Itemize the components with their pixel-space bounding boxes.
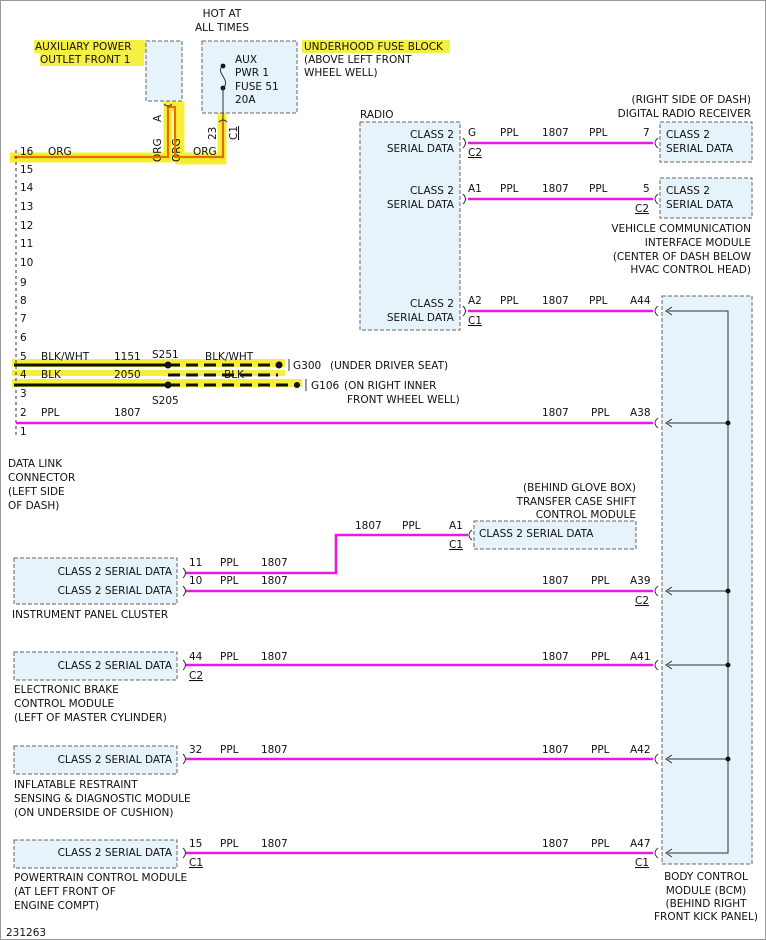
ipc-far-color: PPL bbox=[591, 575, 610, 587]
radio-row1-pin: G bbox=[468, 127, 477, 139]
transfer-case-color: PPL bbox=[402, 520, 421, 532]
ebcm-circuit: 1807 bbox=[261, 651, 288, 663]
dlc-pin2-color: PPL bbox=[41, 407, 60, 419]
ebcm-far-circuit: 1807 bbox=[542, 651, 569, 663]
radio-row3-pin: A2 bbox=[468, 295, 482, 307]
ipc-pin11: 11 bbox=[189, 557, 203, 569]
radio-row2-circuit: 1807 bbox=[542, 183, 569, 195]
dlc-pin5-color2: BLK/WHT bbox=[205, 351, 254, 363]
sdm-color: PPL bbox=[220, 744, 239, 756]
aux-wire-org-2: ORG bbox=[171, 138, 183, 162]
fuse-line-aux: AUX bbox=[235, 54, 258, 66]
ground-g300: G300 bbox=[293, 360, 322, 372]
dlc-pin-3: 3 bbox=[20, 388, 27, 400]
ipc-circuit11: 1807 bbox=[261, 557, 288, 569]
radio-row2-color: PPL bbox=[500, 183, 519, 195]
all-times-label: ALL TIMES bbox=[194, 22, 250, 34]
digital-radio-name: DIGITAL RADIO RECEIVER bbox=[617, 108, 751, 120]
splice-s251: S251 bbox=[152, 349, 179, 361]
vci-label-3: (CENTER OF DASH BELOW bbox=[612, 251, 751, 263]
radio-serial-2b: SERIAL DATA bbox=[386, 199, 454, 211]
ebcm-label-3: (LEFT OF MASTER CYLINDER) bbox=[14, 712, 167, 724]
ground-g106-loc-2: FRONT WHEEL WELL) bbox=[347, 394, 460, 406]
pcm-label-1: POWERTRAIN CONTROL MODULE bbox=[14, 872, 188, 884]
vci-serial-2: SERIAL DATA bbox=[666, 199, 734, 211]
radio-row2-far-conn: C2 bbox=[635, 203, 650, 215]
ebcm-pin: 44 bbox=[189, 651, 203, 663]
ground-g300-dot bbox=[276, 362, 283, 369]
ebcm-far-pin: A41 bbox=[630, 651, 651, 663]
sdm-label-1: INFLATABLE RESTRAINT bbox=[14, 779, 138, 791]
sdm-label-3: (ON UNDERSIDE OF CUSHION) bbox=[14, 807, 174, 819]
sdm-label-2: SENSING & DIAGNOSTIC MODULE bbox=[14, 793, 191, 805]
sdm-far-color: PPL bbox=[591, 744, 610, 756]
dlc-pin-15: 15 bbox=[20, 164, 34, 176]
dlc-pin-9: 9 bbox=[20, 277, 27, 289]
vci-label-1: VEHICLE COMMUNICATION bbox=[611, 223, 751, 235]
radio-row3-circuit: 1807 bbox=[542, 295, 569, 307]
pcm-far-conn: C1 bbox=[635, 857, 650, 869]
aux-outlet-title-2: OUTLET FRONT 1 bbox=[40, 54, 131, 66]
transfer-case-label-1: (BEHIND GLOVE BOX) bbox=[523, 482, 636, 494]
splice-s205: S205 bbox=[152, 395, 179, 407]
dlc-label-1: DATA LINK bbox=[8, 458, 63, 470]
ipc-color10: PPL bbox=[220, 575, 239, 587]
dlc-pin-11: 11 bbox=[20, 238, 34, 250]
ebcm-serial: CLASS 2 SERIAL DATA bbox=[57, 660, 172, 672]
dlc-pin-4: 4 bbox=[20, 369, 27, 381]
dlc-wire16-color: ORG bbox=[48, 146, 72, 158]
dlc-pin4-color2: BLK bbox=[224, 369, 244, 381]
sdm-serial: CLASS 2 SERIAL DATA bbox=[57, 754, 172, 766]
pcm-color: PPL bbox=[220, 838, 239, 850]
splice-s205-dot bbox=[165, 382, 172, 389]
radio-row1-far-pin: 7 bbox=[643, 127, 650, 139]
transfer-case-pin: A1 bbox=[449, 520, 463, 532]
pcm-serial: CLASS 2 SERIAL DATA bbox=[57, 847, 172, 859]
dlc-pin-16: 16 bbox=[20, 146, 34, 158]
dlc-pin-14: 14 bbox=[20, 182, 34, 194]
digital-radio-loc: (RIGHT SIDE OF DASH) bbox=[631, 94, 751, 106]
ipc-far-circuit: 1807 bbox=[542, 575, 569, 587]
dlc-far-color: PPL bbox=[591, 407, 610, 419]
org-wire bbox=[14, 107, 223, 157]
digital-radio-box bbox=[660, 122, 752, 162]
transfer-case-circuit: 1807 bbox=[355, 520, 382, 532]
digital-radio-serial-2: SERIAL DATA bbox=[666, 143, 734, 155]
pcm-label-3: ENGINE COMPT) bbox=[14, 900, 100, 912]
ipc-circuit10: 1807 bbox=[261, 575, 288, 587]
sdm-far-circuit: 1807 bbox=[542, 744, 569, 756]
dlc-pin-7: 7 bbox=[20, 313, 27, 325]
radio-row3-far-pin: A44 bbox=[630, 295, 651, 307]
radio-row3-color: PPL bbox=[500, 295, 519, 307]
vci-serial-1: CLASS 2 bbox=[666, 185, 710, 197]
dlc-pin-1: 1 bbox=[20, 426, 27, 438]
radio-row2-far-pin: 5 bbox=[643, 183, 650, 195]
ground-g106-loc-1: (ON RIGHT INNER bbox=[344, 380, 437, 392]
aux-outlet-box bbox=[146, 41, 182, 101]
figure-number: 231263 bbox=[6, 927, 47, 939]
pcm-far-circuit: 1807 bbox=[542, 838, 569, 850]
radio-serial-1b: SERIAL DATA bbox=[386, 143, 454, 155]
dlc-label-4: OF DASH) bbox=[8, 500, 60, 512]
ground-g106-dot bbox=[294, 382, 300, 388]
radio-row1-conn: C2 bbox=[468, 147, 483, 159]
ground-g106: G106 bbox=[311, 380, 340, 392]
bcm-label-2: MODULE (BCM) bbox=[665, 885, 747, 897]
sdm-circuit: 1807 bbox=[261, 744, 288, 756]
radio-serial-3a: CLASS 2 bbox=[410, 298, 454, 310]
ebcm-conn: C2 bbox=[189, 670, 204, 682]
bcm-label-3: (BEHIND RIGHT bbox=[665, 898, 747, 910]
vci-label-4: HVAC CONTROL HEAD) bbox=[630, 264, 751, 276]
radio-serial-1a: CLASS 2 bbox=[410, 129, 454, 141]
fuse-line-rating: 20A bbox=[235, 94, 256, 106]
vci-box bbox=[660, 178, 752, 218]
ipc-box bbox=[14, 558, 177, 604]
radio-serial-3b: SERIAL DATA bbox=[386, 312, 454, 324]
dlc-pin-2: 2 bbox=[20, 407, 27, 419]
sdm-far-pin: A42 bbox=[630, 744, 651, 756]
dlc-pin5-color: BLK/WHT bbox=[41, 351, 90, 363]
ebcm-color: PPL bbox=[220, 651, 239, 663]
org-label: ORG bbox=[193, 146, 217, 158]
fuse-conn-c1: C1 bbox=[228, 125, 240, 140]
aux-wire-org-1: ORG bbox=[152, 138, 164, 162]
dlc-pin2-circuit: 1807 bbox=[114, 407, 141, 419]
fuse-pin-23: 23 bbox=[207, 126, 219, 140]
pcm-label-2: (AT LEFT FRONT OF bbox=[14, 886, 116, 898]
ipc-color11: PPL bbox=[220, 557, 239, 569]
bcm-box bbox=[662, 296, 752, 864]
dlc-far-pin: A38 bbox=[630, 407, 651, 419]
dlc-pin-6: 6 bbox=[20, 332, 27, 344]
dlc-pin-10: 10 bbox=[20, 257, 34, 269]
fuse-line-pwr: PWR 1 bbox=[235, 67, 270, 79]
radio-row1-color2: PPL bbox=[589, 127, 608, 139]
pcm-far-pin: A47 bbox=[630, 838, 651, 850]
splice-s251-dot bbox=[165, 362, 172, 369]
radio-row2-pin: A1 bbox=[468, 183, 482, 195]
ground-g300-loc: (UNDER DRIVER SEAT) bbox=[330, 360, 449, 372]
dlc-pin-5: 5 bbox=[20, 351, 27, 363]
sdm-pin: 32 bbox=[189, 744, 203, 756]
radio-row3-color2: PPL bbox=[589, 295, 608, 307]
ipc-serial-1: CLASS 2 SERIAL DATA bbox=[57, 566, 172, 578]
radio-row2-color2: PPL bbox=[589, 183, 608, 195]
bcm-label-4: FRONT KICK PANEL) bbox=[653, 911, 759, 923]
transfer-case-label-2: TRANSFER CASE SHIFT bbox=[516, 496, 636, 508]
radio-row1-color: PPL bbox=[500, 127, 519, 139]
ipc-far-pin: A39 bbox=[630, 575, 651, 587]
transfer-case-label-3: CONTROL MODULE bbox=[535, 509, 636, 521]
dlc-pin5-circuit: 1151 bbox=[114, 351, 141, 363]
fuse-block-title: UNDERHOOD FUSE BLOCK bbox=[304, 41, 443, 53]
ipc-serial-2: CLASS 2 SERIAL DATA bbox=[57, 585, 172, 597]
ipc-label: INSTRUMENT PANEL CLUSTER bbox=[12, 609, 169, 621]
ipc-pin10: 10 bbox=[189, 575, 203, 587]
ipc-far-conn: C2 bbox=[635, 595, 650, 607]
pcm-conn: C1 bbox=[189, 857, 204, 869]
aux-outlet-title-1: AUXILIARY POWER bbox=[35, 41, 132, 53]
transfer-case-serial: CLASS 2 SERIAL DATA bbox=[479, 528, 594, 540]
dlc-pin-8: 8 bbox=[20, 295, 27, 307]
radio-serial-2a: CLASS 2 bbox=[410, 185, 454, 197]
radio-title: RADIO bbox=[360, 109, 394, 121]
dlc-pin-13: 13 bbox=[20, 201, 34, 213]
ebcm-far-color: PPL bbox=[591, 651, 610, 663]
pcm-circuit: 1807 bbox=[261, 838, 288, 850]
radio-row1-circuit: 1807 bbox=[542, 127, 569, 139]
dlc-label-2: CONNECTOR bbox=[8, 472, 76, 484]
pcm-pin: 15 bbox=[189, 838, 203, 850]
hot-at-label: HOT AT bbox=[202, 8, 242, 20]
aux-pin-a: A bbox=[152, 114, 164, 122]
dlc-far-circuit: 1807 bbox=[542, 407, 569, 419]
fuse-block-loc-1: (ABOVE LEFT FRONT bbox=[304, 54, 412, 66]
pcm-far-color: PPL bbox=[591, 838, 610, 850]
ebcm-label-1: ELECTRONIC BRAKE bbox=[14, 684, 119, 696]
radio-row3-conn: C1 bbox=[468, 315, 483, 327]
fuse-block-loc-2: WHEEL WELL) bbox=[304, 67, 378, 79]
vci-label-2: INTERFACE MODULE bbox=[644, 237, 751, 249]
dlc-pin4-circuit: 2050 bbox=[114, 369, 141, 381]
dlc-pin-12: 12 bbox=[20, 220, 34, 232]
dlc-pin4-color: BLK bbox=[41, 369, 61, 381]
transfer-case-conn: C1 bbox=[449, 539, 464, 551]
ebcm-label-2: CONTROL MODULE bbox=[14, 698, 115, 710]
bcm-label-1: BODY CONTROL bbox=[664, 871, 748, 883]
fuse-line-number: FUSE 51 bbox=[235, 81, 279, 93]
digital-radio-serial-1: CLASS 2 bbox=[666, 129, 710, 141]
dlc-label-3: (LEFT SIDE bbox=[8, 486, 65, 498]
